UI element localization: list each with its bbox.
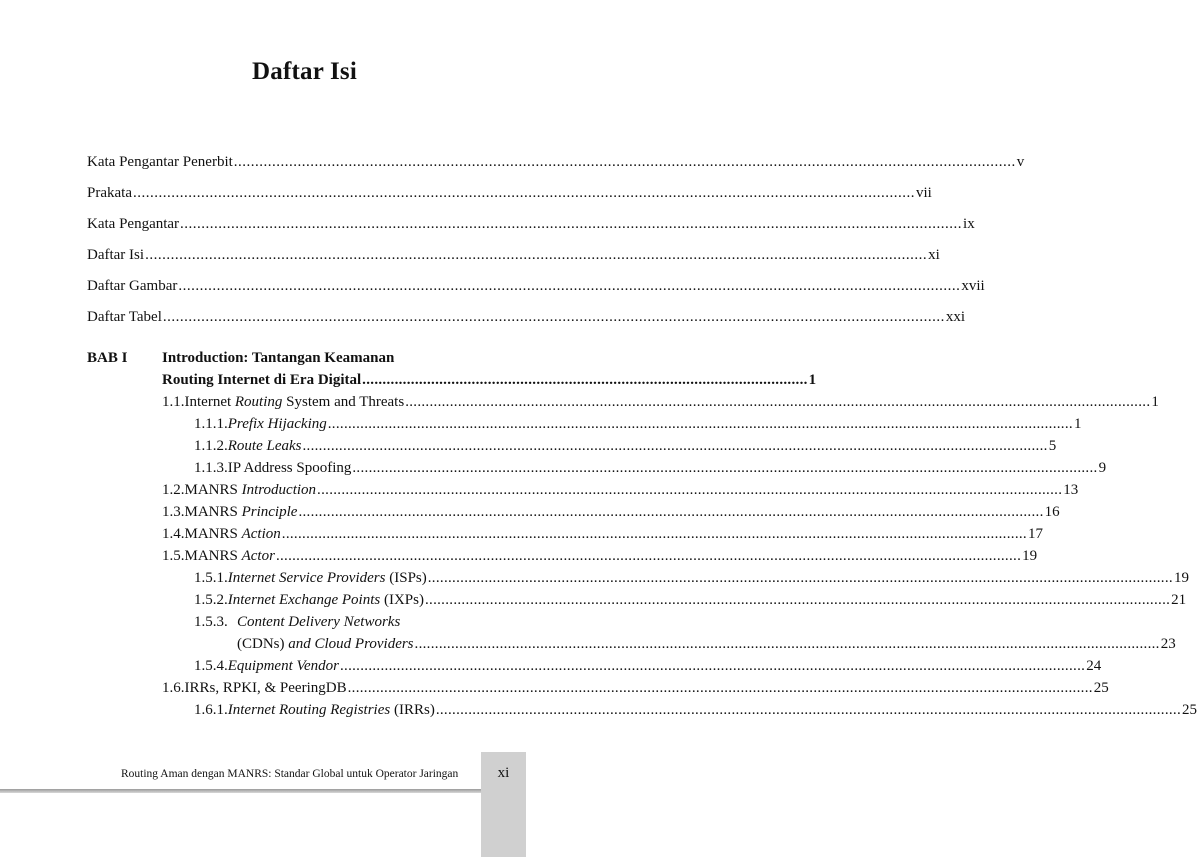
dot-leader [298, 504, 1043, 521]
dot-leader [302, 438, 1047, 455]
toc-entry[interactable] [87, 216, 975, 247]
section-title-italic: and Cloud Providers [288, 636, 414, 652]
dot-leader [436, 702, 1181, 719]
section-title: IRRs, RPKI, & PeeringDB [184, 680, 347, 696]
front-matter-list [87, 154, 1025, 340]
section-page: 1 [1073, 416, 1082, 432]
toc-entry-label: Daftar Gambar [87, 278, 178, 294]
dot-leader [352, 460, 1097, 477]
toc-section-1-5-1[interactable] [87, 570, 1189, 592]
toc-section-1-1[interactable] [87, 394, 1159, 416]
section-number: 1.5.1. [194, 570, 228, 586]
section-title-italic: Actor [241, 548, 275, 564]
section-number: 1.4. [162, 526, 185, 542]
section-title-italic: Equipment Vendor [227, 658, 339, 674]
section-title: (ISPs) [385, 570, 427, 586]
page-number: xi [497, 765, 510, 781]
section-page: 1 [1151, 394, 1159, 410]
section-title-italic: Route Leaks [227, 438, 302, 454]
dot-leader [180, 216, 962, 233]
section-page: 19 [1022, 548, 1038, 564]
section-number: 1.5.4. [194, 658, 228, 674]
chapter-section [87, 350, 1197, 724]
toc-entry-page: xi [928, 247, 940, 263]
section-number: 1.5. [162, 548, 185, 564]
section-number: 1.1. [162, 394, 185, 410]
page-title: Daftar Isi [251, 58, 357, 85]
chapter-number: BAB I [87, 350, 128, 366]
dot-leader [276, 548, 1021, 565]
section-page: 23 [1160, 636, 1176, 652]
dot-leader [317, 482, 1062, 499]
section-number: 1.6.1. [194, 702, 228, 718]
section-number: 1.1.2. [194, 438, 228, 454]
section-title: MANRS [184, 504, 242, 520]
toc-entry-label: Daftar Tabel [87, 309, 162, 325]
section-page: 16 [1044, 504, 1060, 520]
section-title: MANRS [184, 526, 242, 542]
toc-entry-label: Daftar Isi [87, 247, 145, 263]
chapter-title-line2: Routing Internet di Era Digital [162, 372, 362, 388]
dot-leader [405, 394, 1150, 411]
chapter-title-line1: Introduction: Tantangan Keamanan [162, 350, 395, 366]
dot-leader [282, 526, 1027, 543]
section-title-italic: Routing [234, 394, 283, 410]
section-title-italic: Prefix Hijacking [227, 416, 327, 432]
dot-leader [328, 416, 1073, 433]
dot-leader [133, 185, 915, 202]
section-title: (IRRs) [390, 702, 435, 718]
toc-section-1-4[interactable] [87, 526, 1043, 548]
section-number: 1.5.2. [194, 592, 228, 608]
dot-leader [145, 247, 927, 264]
section-page: 21 [1171, 592, 1187, 608]
dot-leader [163, 309, 945, 326]
toc-section-1-6-1[interactable] [87, 702, 1197, 724]
section-number: 1.5.3. [194, 614, 228, 630]
section-page: 25 [1182, 702, 1197, 718]
dot-leader [348, 680, 1093, 697]
section-number: 1.1.1. [194, 416, 228, 432]
section-page: 17 [1027, 526, 1043, 542]
section-title: MANRS [184, 482, 242, 498]
toc-section-1-3[interactable] [87, 504, 1060, 526]
toc-section-1-1-1[interactable] [87, 416, 1082, 438]
section-title: IP Address Spoofing [227, 460, 352, 476]
section-number: 1.1.3. [194, 460, 228, 476]
section-number: 1.6. [162, 680, 185, 696]
section-title: System and Threats [282, 394, 405, 410]
section-page: 13 [1063, 482, 1079, 498]
toc-section-1-6[interactable] [87, 680, 1109, 702]
toc-entry[interactable] [87, 278, 985, 309]
dot-leader [178, 278, 960, 295]
section-title: (IXPs) [380, 592, 424, 608]
toc-section-1-5-2[interactable] [87, 592, 1187, 614]
dot-leader [415, 636, 1160, 653]
toc-entry[interactable] [87, 154, 1025, 185]
section-title-italic: Principle [241, 504, 298, 520]
section-title-italic: Content Delivery Networks [237, 614, 401, 630]
toc-entry-page: xxi [945, 309, 966, 325]
section-title-italic: Internet Routing Registries [227, 702, 391, 718]
footer-rule [0, 789, 524, 793]
toc-entry-page: xvii [961, 278, 985, 294]
section-title: (CDNs) [237, 636, 289, 652]
section-title: MANRS [184, 548, 242, 564]
toc-entry-label: Kata Pengantar [87, 216, 180, 232]
toc-entry[interactable] [87, 309, 966, 340]
toc-section-1-5-4[interactable] [87, 658, 1102, 680]
toc-section-1-5[interactable] [87, 548, 1038, 570]
section-number: 1.3. [162, 504, 185, 520]
toc-entry-label: Kata Pengantar Penerbit [87, 154, 233, 170]
toc-section-1-1-2[interactable] [87, 438, 1057, 460]
toc-entry[interactable] [87, 247, 940, 278]
dot-leader [234, 154, 1016, 171]
toc-section-1-2[interactable] [87, 482, 1079, 504]
chapter-heading[interactable] [87, 350, 817, 394]
chapter-page: 1 [808, 372, 817, 388]
toc-section-1-5-3[interactable] [87, 614, 514, 636]
section-page: 25 [1093, 680, 1109, 696]
section-title-italic: Action [241, 526, 281, 542]
section-title: Internet [184, 394, 235, 410]
section-page: 24 [1086, 658, 1102, 674]
toc-section-1-1-3[interactable] [87, 460, 1107, 482]
section-title-italic: Internet Exchange Points [227, 592, 381, 608]
dot-leader [425, 592, 1170, 609]
toc-entry[interactable] [87, 185, 932, 216]
toc-entry-page: vii [915, 185, 932, 201]
dot-leader [428, 570, 1173, 587]
section-title-italic: Introduction [241, 482, 317, 498]
section-title-italic: Internet Service Providers [227, 570, 386, 586]
section-number: 1.2. [162, 482, 185, 498]
dot-leader [340, 658, 1085, 675]
section-page: 19 [1173, 570, 1189, 586]
footer-running-title: Routing Aman dengan MANRS: Standar Global untuk Operator Jaringan [121, 768, 459, 780]
toc-section-1-5-3-cont[interactable] [87, 636, 1176, 658]
section-page: 5 [1048, 438, 1057, 454]
toc-entry-page: ix [963, 216, 975, 232]
toc-entry-page: v [1016, 154, 1025, 170]
section-page: 9 [1098, 460, 1107, 476]
dot-leader: .............................................................................................................. [362, 372, 808, 388]
toc-entry-label: Prakata [87, 185, 132, 201]
